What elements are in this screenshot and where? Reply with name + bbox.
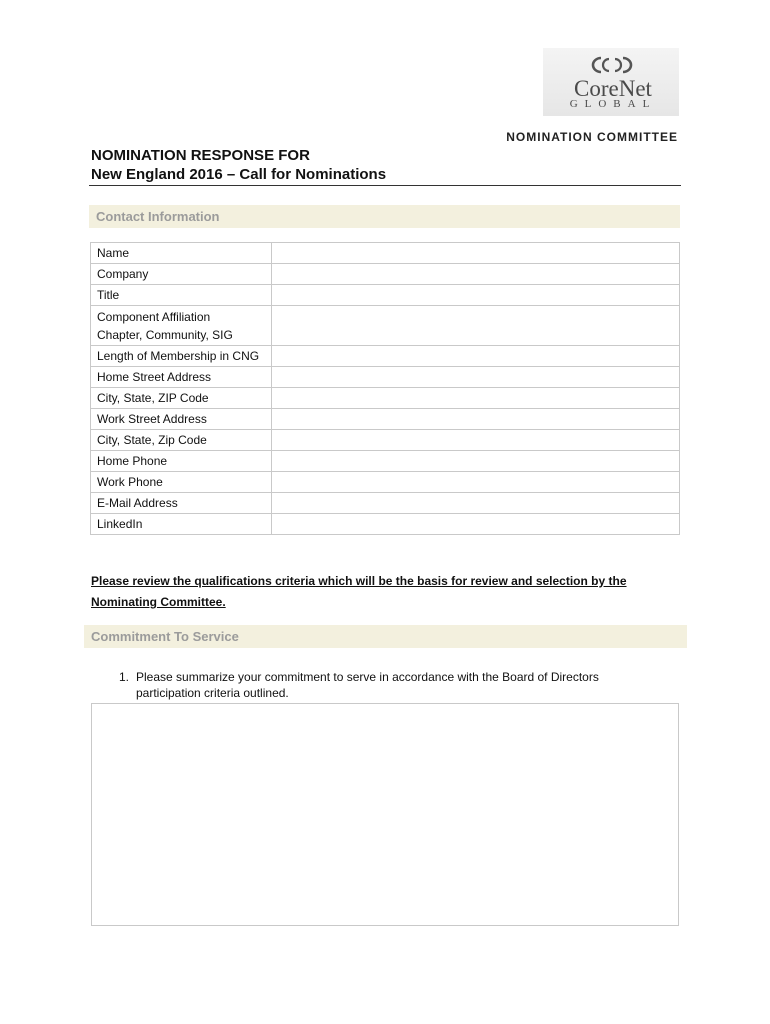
field-label-line1: Component Affiliation	[97, 309, 211, 324]
home-city-state-zip-field[interactable]	[272, 388, 680, 409]
table-row	[91, 346, 680, 367]
logo-wordmark: CoreNet	[574, 76, 652, 101]
table-row	[91, 264, 680, 285]
linkedin-field[interactable]	[272, 514, 680, 535]
field-label-line2: Chapter, Community, SIG	[97, 327, 233, 342]
page-subtitle: New England 2016 – Call for Nominations	[91, 166, 387, 183]
commitment-question	[119, 669, 659, 701]
field-label: Length of Membership in CNG	[91, 346, 272, 367]
email-field[interactable]	[272, 493, 680, 514]
question-line2: participation criteria outlined.	[136, 686, 289, 700]
review-criteria-note: Please review the qualifications criteria which will be the basis for review and selection by the Nominating Committee.	[91, 574, 627, 609]
table-row	[91, 493, 680, 514]
question-text: Please summarize your commitment to serve in accordance with the Board of Directors	[136, 670, 599, 684]
company-field[interactable]	[272, 264, 680, 285]
work-street-field[interactable]	[272, 409, 680, 430]
table-row	[91, 388, 680, 409]
table-row	[91, 451, 680, 472]
table-row	[91, 306, 680, 346]
table-row	[91, 243, 680, 264]
commitment-answer-field[interactable]	[91, 703, 679, 926]
corenet-logo	[543, 48, 679, 116]
work-phone-field[interactable]	[272, 472, 680, 493]
component-affiliation-field[interactable]	[272, 306, 680, 346]
field-label	[91, 306, 272, 346]
table-row	[91, 285, 680, 306]
field-label: City, State, ZIP Code	[91, 388, 272, 409]
interlocking-arcs-icon	[587, 56, 637, 74]
committee-label: NOMINATION COMMITTEE	[506, 130, 678, 144]
logo-subtitle: GLOBAL	[569, 98, 657, 110]
field-label: Work Street Address	[91, 409, 272, 430]
commitment-section-heading: Commitment To Service	[84, 625, 687, 648]
field-label: Home Phone	[91, 451, 272, 472]
table-row	[91, 367, 680, 388]
home-street-field[interactable]	[272, 367, 680, 388]
contact-info-table	[90, 242, 680, 535]
field-label: City, State, Zip Code	[91, 430, 272, 451]
membership-length-field[interactable]	[272, 346, 680, 367]
question-line1	[119, 669, 659, 685]
field-label: Company	[91, 264, 272, 285]
title-field[interactable]	[272, 285, 680, 306]
home-phone-field[interactable]	[272, 451, 680, 472]
table-row	[91, 472, 680, 493]
work-city-state-zip-field[interactable]	[272, 430, 680, 451]
field-label: Work Phone	[91, 472, 272, 493]
table-row	[91, 514, 680, 535]
question-number: 1.	[119, 670, 130, 684]
field-label: Title	[91, 285, 272, 306]
table-row	[91, 430, 680, 451]
contact-section-heading: Contact Information	[89, 205, 680, 228]
page-title: NOMINATION RESPONSE FOR	[91, 147, 310, 164]
field-label: Name	[91, 243, 272, 264]
field-label: Home Street Address	[91, 367, 272, 388]
field-label: E-Mail Address	[91, 493, 272, 514]
field-label: LinkedIn	[91, 514, 272, 535]
table-row	[91, 409, 680, 430]
name-field[interactable]	[272, 243, 680, 264]
title-divider	[89, 185, 681, 186]
